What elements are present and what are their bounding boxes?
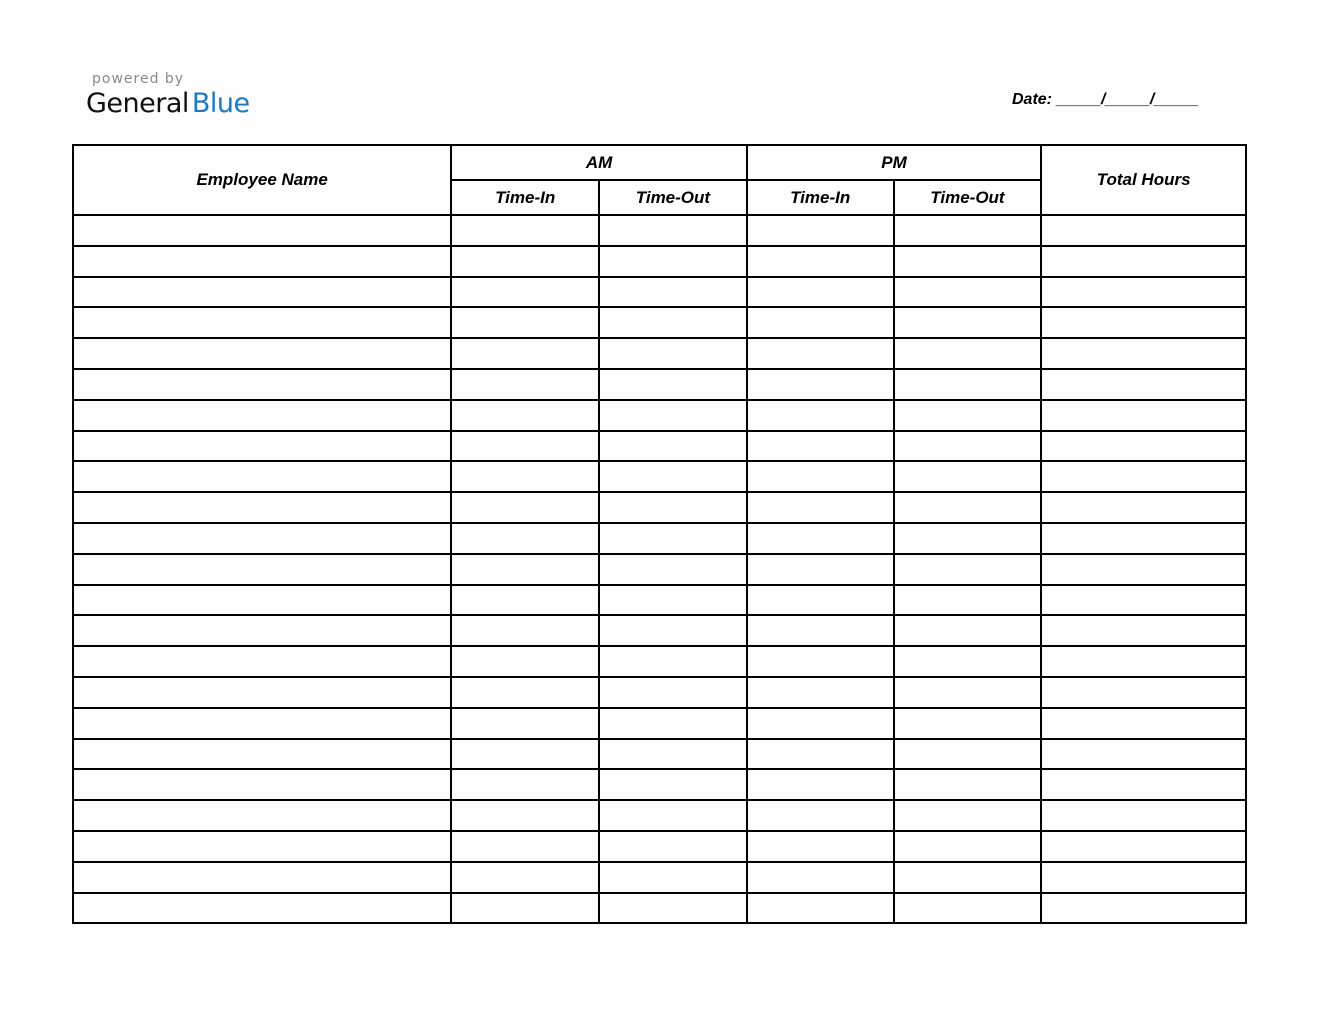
am-time-in-cell[interactable] [451,585,599,616]
am-time-in-cell[interactable] [451,739,599,770]
pm-time-out-cell[interactable] [894,708,1042,739]
generalblue-logo [86,88,250,119]
pm-time-in-cell[interactable] [747,862,894,893]
table-row [73,800,1246,831]
am-time-out-cell[interactable] [599,615,747,646]
header-pm: PM [747,145,1042,180]
employee-name-cell[interactable] [73,739,451,770]
am-time-out-cell[interactable] [599,585,747,616]
pm-time-in-cell[interactable] [747,215,894,246]
pm-time-in-cell[interactable] [747,246,894,277]
total-hours-cell[interactable] [1041,769,1246,800]
am-time-out-cell[interactable] [599,739,747,770]
total-hours-cell[interactable] [1041,400,1246,431]
am-time-out-cell[interactable] [599,769,747,800]
pm-time-in-cell[interactable] [747,277,894,308]
header-employee-name: Employee Name [73,145,451,215]
pm-time-in-cell[interactable] [747,400,894,431]
am-time-out-cell[interactable] [599,831,747,862]
am-time-in-cell[interactable] [451,893,599,924]
employee-name-cell[interactable] [73,585,451,616]
am-time-in-cell[interactable] [451,708,599,739]
total-hours-cell[interactable] [1041,893,1246,924]
table-row [73,400,1246,431]
table-row [73,215,1246,246]
am-time-in-cell[interactable] [451,523,599,554]
total-hours-cell[interactable] [1041,615,1246,646]
am-time-in-cell[interactable] [451,461,599,492]
employee-name-cell[interactable] [73,893,451,924]
am-time-out-cell[interactable] [599,277,747,308]
am-time-in-cell[interactable] [451,400,599,431]
am-time-in-cell[interactable] [451,277,599,308]
pm-time-out-cell[interactable] [894,862,1042,893]
table-row [73,338,1246,369]
am-time-out-cell[interactable] [599,215,747,246]
table-row [73,615,1246,646]
total-hours-cell[interactable] [1041,307,1246,338]
pm-time-out-cell[interactable] [894,400,1042,431]
total-hours-cell[interactable] [1041,461,1246,492]
table-row [73,246,1246,277]
am-time-out-cell[interactable] [599,246,747,277]
pm-time-out-cell[interactable] [894,338,1042,369]
pm-time-out-cell[interactable] [894,585,1042,616]
pm-time-out-cell[interactable] [894,431,1042,462]
header-total-hours: Total Hours [1041,145,1246,215]
table-row [73,893,1246,924]
table-row [73,554,1246,585]
pm-time-out-cell[interactable] [894,307,1042,338]
pm-time-out-cell[interactable] [894,523,1042,554]
pm-time-out-cell[interactable] [894,831,1042,862]
am-time-in-cell[interactable] [451,677,599,708]
employee-name-cell[interactable] [73,431,451,462]
total-hours-cell[interactable] [1041,277,1246,308]
employee-name-cell[interactable] [73,800,451,831]
table-row [73,523,1246,554]
total-hours-cell[interactable] [1041,800,1246,831]
table-body [73,215,1246,923]
am-time-out-cell[interactable] [599,862,747,893]
pm-time-in-cell[interactable] [747,369,894,400]
total-hours-cell[interactable] [1041,646,1246,677]
header-am-time-in: Time-In [451,180,599,215]
employee-name-cell[interactable] [73,215,451,246]
am-time-out-cell[interactable] [599,400,747,431]
employee-name-cell[interactable] [73,338,451,369]
employee-name-cell[interactable] [73,554,451,585]
employee-name-cell[interactable] [73,862,451,893]
am-time-out-cell[interactable] [599,492,747,523]
pm-time-out-cell[interactable] [894,461,1042,492]
pm-time-in-cell[interactable] [747,739,894,770]
pm-time-out-cell[interactable] [894,277,1042,308]
employee-name-cell[interactable] [73,523,451,554]
am-time-out-cell[interactable] [599,893,747,924]
pm-time-in-cell[interactable] [747,677,894,708]
table-row [73,307,1246,338]
total-hours-cell[interactable] [1041,585,1246,616]
pm-time-in-cell[interactable] [747,585,894,616]
pm-time-out-cell[interactable] [894,769,1042,800]
table-row [73,769,1246,800]
employee-name-cell[interactable] [73,246,451,277]
header-pm-time-in: Time-In [747,180,894,215]
am-time-in-cell[interactable] [451,831,599,862]
pm-time-out-cell[interactable] [894,615,1042,646]
timesheet-table [72,144,1247,924]
pm-time-out-cell[interactable] [894,554,1042,585]
pm-time-in-cell[interactable] [747,492,894,523]
table-row [73,277,1246,308]
total-hours-cell[interactable] [1041,677,1246,708]
table-row [73,369,1246,400]
am-time-in-cell[interactable] [451,215,599,246]
am-time-out-cell[interactable] [599,369,747,400]
table-row [73,646,1246,677]
table-row [73,492,1246,523]
table-row [73,461,1246,492]
am-time-in-cell[interactable] [451,862,599,893]
pm-time-out-cell[interactable] [894,646,1042,677]
am-time-out-cell[interactable] [599,800,747,831]
am-time-in-cell[interactable] [451,800,599,831]
am-time-in-cell[interactable] [451,246,599,277]
am-time-out-cell[interactable] [599,646,747,677]
pm-time-out-cell[interactable] [894,246,1042,277]
employee-name-cell[interactable] [73,307,451,338]
pm-time-out-cell[interactable] [894,739,1042,770]
pm-time-in-cell[interactable] [747,307,894,338]
total-hours-cell[interactable] [1041,338,1246,369]
pm-time-out-cell[interactable] [894,893,1042,924]
pm-time-in-cell[interactable] [747,554,894,585]
total-hours-cell[interactable] [1041,554,1246,585]
table-row [73,862,1246,893]
pm-time-in-cell[interactable] [747,461,894,492]
total-hours-cell[interactable] [1041,523,1246,554]
pm-time-out-cell[interactable] [894,492,1042,523]
am-time-in-cell[interactable] [451,646,599,677]
table-row [73,831,1246,862]
employee-name-cell[interactable] [73,831,451,862]
am-time-in-cell[interactable] [451,554,599,585]
employee-name-cell[interactable] [73,492,451,523]
employee-name-cell[interactable] [73,677,451,708]
table-row [73,585,1246,616]
pm-time-in-cell[interactable] [747,646,894,677]
pm-time-in-cell[interactable] [747,615,894,646]
pm-time-in-cell[interactable] [747,800,894,831]
pm-time-in-cell[interactable] [747,893,894,924]
am-time-in-cell[interactable] [451,338,599,369]
total-hours-cell[interactable] [1041,708,1246,739]
am-time-in-cell[interactable] [451,769,599,800]
total-hours-cell[interactable] [1041,492,1246,523]
am-time-in-cell[interactable] [451,431,599,462]
pm-time-in-cell[interactable] [747,769,894,800]
employee-name-cell[interactable] [73,461,451,492]
employee-name-cell[interactable] [73,708,451,739]
pm-time-in-cell[interactable] [747,708,894,739]
header-pm-time-out: Time-Out [894,180,1042,215]
table-row [73,739,1246,770]
employee-name-cell[interactable] [73,646,451,677]
powered-by-text: powered by [92,71,185,87]
table-row [73,431,1246,462]
logo-blue: Blue [191,88,250,119]
total-hours-cell[interactable] [1041,431,1246,462]
total-hours-cell[interactable] [1041,246,1246,277]
logo-general: General [86,88,189,119]
header-am: AM [451,145,747,180]
am-time-out-cell[interactable] [599,461,747,492]
employee-name-cell[interactable] [73,400,451,431]
am-time-out-cell[interactable] [599,708,747,739]
employee-name-cell[interactable] [73,615,451,646]
am-time-in-cell[interactable] [451,369,599,400]
total-hours-cell[interactable] [1041,215,1246,246]
am-time-out-cell[interactable] [599,523,747,554]
pm-time-out-cell[interactable] [894,677,1042,708]
pm-time-out-cell[interactable] [894,369,1042,400]
header-am-time-out: Time-Out [599,180,747,215]
table-row [73,677,1246,708]
pm-time-in-cell[interactable] [747,831,894,862]
total-hours-cell[interactable] [1041,369,1246,400]
am-time-out-cell[interactable] [599,431,747,462]
table-row [73,708,1246,739]
employee-name-cell[interactable] [73,369,451,400]
am-time-out-cell[interactable] [599,338,747,369]
pm-time-in-cell[interactable] [747,338,894,369]
pm-time-out-cell[interactable] [894,800,1042,831]
total-hours-cell[interactable] [1041,862,1246,893]
employee-name-cell[interactable] [73,769,451,800]
am-time-out-cell[interactable] [599,307,747,338]
employee-name-cell[interactable] [73,277,451,308]
pm-time-in-cell[interactable] [747,431,894,462]
am-time-out-cell[interactable] [599,554,747,585]
am-time-in-cell[interactable] [451,492,599,523]
am-time-in-cell[interactable] [451,307,599,338]
pm-time-out-cell[interactable] [894,215,1042,246]
total-hours-cell[interactable] [1041,739,1246,770]
total-hours-cell[interactable] [1041,831,1246,862]
am-time-in-cell[interactable] [451,615,599,646]
pm-time-in-cell[interactable] [747,523,894,554]
date-field[interactable]: Date: _____/_____/_____ [1012,91,1199,108]
am-time-out-cell[interactable] [599,677,747,708]
